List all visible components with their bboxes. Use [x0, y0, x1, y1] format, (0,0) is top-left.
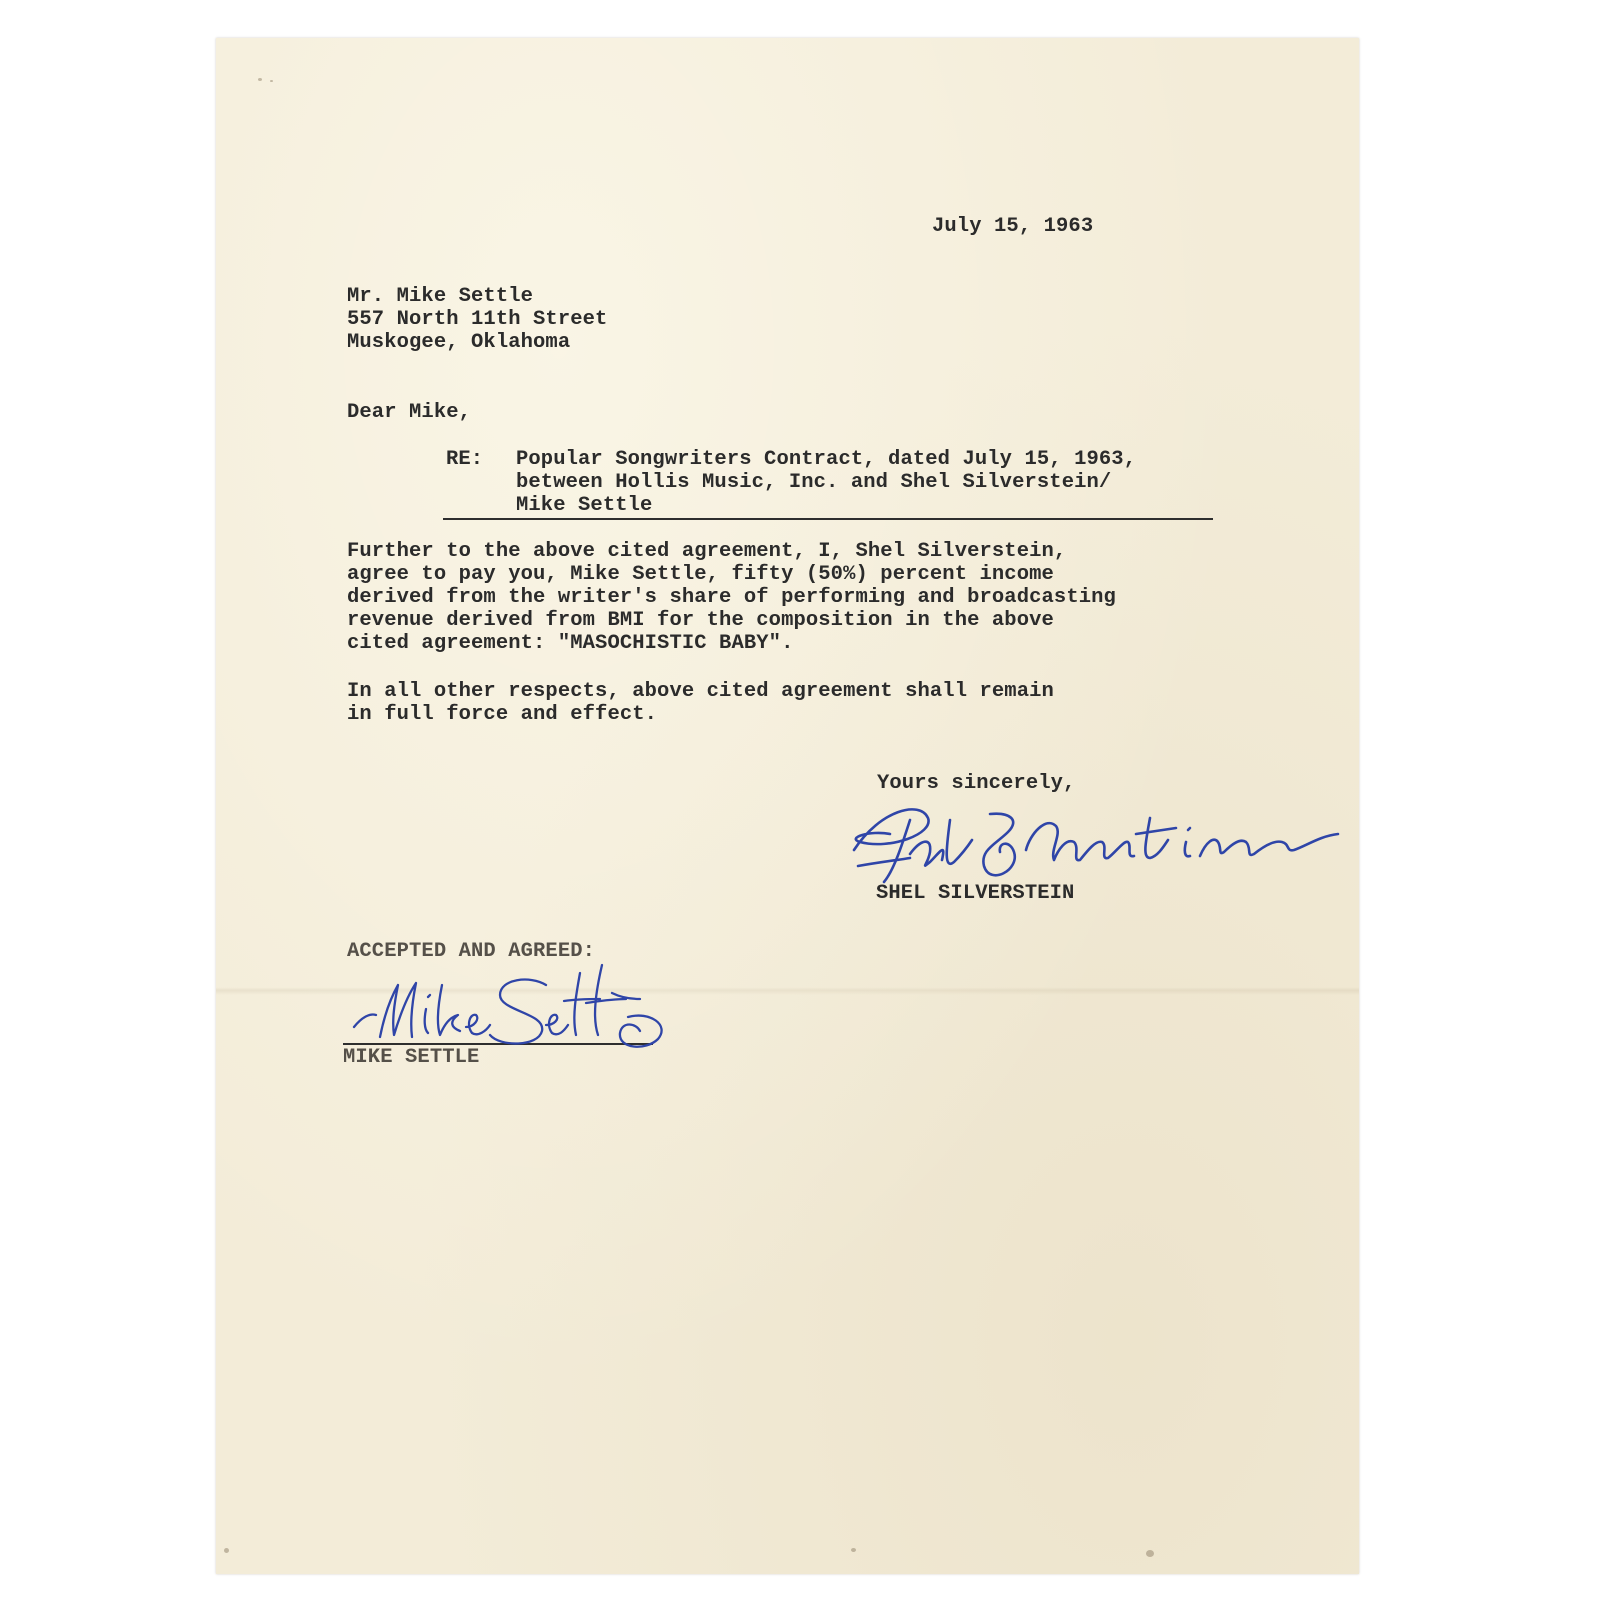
paper-speck: [224, 1548, 229, 1553]
re-underline: [443, 518, 1213, 520]
body-line: In all other respects, above cited agreement shall remain: [347, 680, 1054, 703]
paper-speck: [258, 78, 262, 81]
re-line: Mike Settle: [516, 494, 653, 517]
paper-speck: [851, 1548, 856, 1552]
sender-signature: [850, 790, 1370, 895]
paper-speck: [270, 80, 273, 82]
closing: Yours sincerely,: [877, 772, 1076, 795]
body-line: Further to the above cited agreement, I, Shel Silverstein,: [347, 540, 1067, 563]
body-line: cited agreement: "MASOCHISTIC BABY".: [347, 632, 794, 655]
re-line: between Hollis Music, Inc. and Shel Silverstein/: [516, 471, 1112, 494]
letter-date: July 15, 1963: [932, 215, 1094, 238]
body-line: derived from the writer's share of performing and broadcasting: [347, 586, 1116, 609]
recipient-street: 557 North 11th Street: [347, 308, 608, 331]
body-line: agree to pay you, Mike Settle, fifty (50%) percent income: [347, 563, 1054, 586]
salutation: Dear Mike,: [347, 401, 472, 424]
body-line: revenue derived from BMI for the composition in the above: [347, 609, 1054, 632]
sender-name: SHEL SILVERSTEIN: [876, 882, 1075, 905]
recipient-city: Muskogee, Oklahoma: [347, 331, 571, 354]
recipient-name-typed: MIKE SETTLE: [343, 1046, 480, 1069]
recipient-name: Mr. Mike Settle: [347, 285, 534, 308]
recipient-signature: [350, 955, 670, 1075]
body-line: in full force and effect.: [347, 703, 658, 726]
re-line: Popular Songwriters Contract, dated July 15, 1963,: [516, 448, 1137, 471]
re-label: RE:: [446, 448, 484, 471]
acceptance-label: ACCEPTED AND AGREED:: [347, 940, 596, 963]
paper-speck: [1146, 1550, 1154, 1557]
